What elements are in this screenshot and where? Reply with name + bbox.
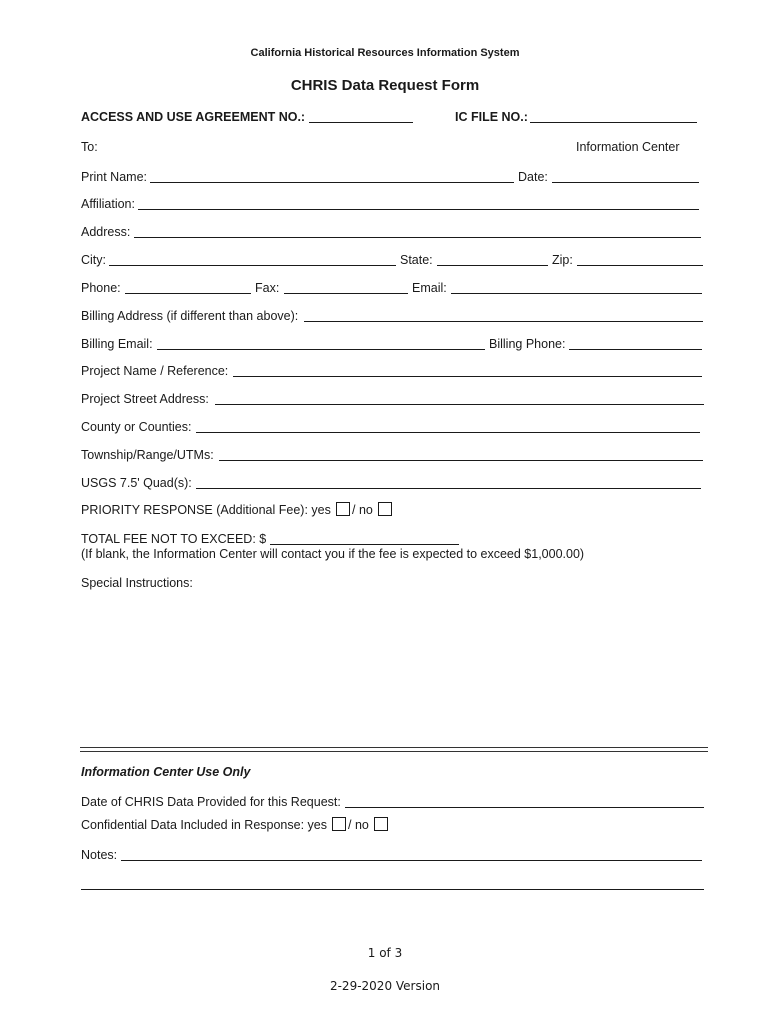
section-divider bbox=[80, 747, 708, 752]
page-number: 1 of 3 bbox=[367, 946, 403, 960]
notes-input[interactable] bbox=[121, 860, 702, 861]
notes-input-line-2[interactable] bbox=[81, 889, 704, 890]
ic-file-input[interactable] bbox=[530, 122, 697, 123]
township-label: Township/Range/UTMs: bbox=[81, 448, 214, 462]
county-label: County or Counties: bbox=[81, 420, 192, 434]
print-name-label: Print Name: bbox=[81, 170, 147, 184]
form-title: CHRIS Data Request Form bbox=[290, 77, 480, 94]
zip-input[interactable] bbox=[577, 265, 703, 266]
phone-label: Phone: bbox=[81, 281, 121, 295]
confidential-no-checkbox[interactable] bbox=[374, 817, 388, 831]
confidential-yes-checkbox[interactable] bbox=[332, 817, 346, 831]
date-provided-input[interactable] bbox=[345, 807, 704, 808]
address-input[interactable] bbox=[134, 237, 701, 238]
billing-phone-input[interactable] bbox=[569, 349, 702, 350]
information-center-label: Information Center bbox=[576, 140, 680, 154]
phone-input[interactable] bbox=[125, 293, 251, 294]
city-label: City: bbox=[81, 253, 106, 267]
date-input[interactable] bbox=[552, 182, 699, 183]
project-street-input[interactable] bbox=[215, 404, 704, 405]
total-fee-input[interactable] bbox=[270, 544, 459, 545]
notes-label: Notes: bbox=[81, 848, 118, 862]
project-name-input[interactable] bbox=[233, 376, 702, 377]
ic-use-heading: Information Center Use Only bbox=[81, 765, 251, 779]
access-agreement-input[interactable] bbox=[309, 122, 413, 123]
access-agreement-label: ACCESS AND USE AGREEMENT NO.: bbox=[81, 110, 306, 124]
total-fee-label: TOTAL FEE NOT TO EXCEED: $ bbox=[81, 532, 267, 546]
priority-yes-checkbox[interactable] bbox=[336, 502, 350, 516]
email-label: Email: bbox=[412, 281, 447, 295]
state-input[interactable] bbox=[437, 265, 548, 266]
affiliation-label: Affiliation: bbox=[81, 197, 135, 211]
address-label: Address: bbox=[81, 225, 131, 239]
fax-input[interactable] bbox=[284, 293, 408, 294]
priority-no-label: / no bbox=[352, 503, 373, 517]
city-input[interactable] bbox=[109, 265, 396, 266]
billing-email-label: Billing Email: bbox=[81, 337, 153, 351]
billing-email-input[interactable] bbox=[157, 349, 485, 350]
billing-address-input[interactable] bbox=[304, 321, 703, 322]
affiliation-input[interactable] bbox=[138, 209, 699, 210]
system-name: California Historical Resources Information System bbox=[250, 47, 520, 59]
priority-response-label: PRIORITY RESPONSE (Additional Fee): yes bbox=[81, 503, 331, 517]
special-instructions-label: Special Instructions: bbox=[81, 576, 193, 590]
township-input[interactable] bbox=[219, 460, 703, 461]
project-street-label: Project Street Address: bbox=[81, 392, 209, 406]
confidential-no-label: / no bbox=[348, 818, 369, 832]
usgs-quad-input[interactable] bbox=[196, 488, 701, 489]
billing-phone-label: Billing Phone: bbox=[489, 337, 566, 351]
special-instructions-area[interactable] bbox=[81, 594, 701, 744]
ic-file-label: IC FILE NO.: bbox=[455, 110, 528, 124]
date-provided-label: Date of CHRIS Data Provided for this Request: bbox=[81, 795, 341, 809]
county-input[interactable] bbox=[196, 432, 700, 433]
priority-no-checkbox[interactable] bbox=[378, 502, 392, 516]
project-name-label: Project Name / Reference: bbox=[81, 364, 229, 378]
zip-label: Zip: bbox=[552, 253, 573, 267]
confidential-data-label: Confidential Data Included in Response: yes bbox=[81, 818, 327, 832]
date-label: Date: bbox=[518, 170, 548, 184]
form-version: 2-29-2020 Version bbox=[329, 979, 441, 993]
to-label: To: bbox=[81, 140, 98, 154]
billing-address-label: Billing Address (if different than above): bbox=[81, 309, 299, 323]
usgs-quad-label: USGS 7.5' Quad(s): bbox=[81, 476, 192, 490]
print-name-input[interactable] bbox=[150, 182, 514, 183]
fax-label: Fax: bbox=[255, 281, 280, 295]
state-label: State: bbox=[400, 253, 433, 267]
total-fee-note: (If blank, the Information Center will contact you if the fee is expected to exceed $1,000.00) bbox=[81, 547, 585, 561]
email-input[interactable] bbox=[451, 293, 702, 294]
